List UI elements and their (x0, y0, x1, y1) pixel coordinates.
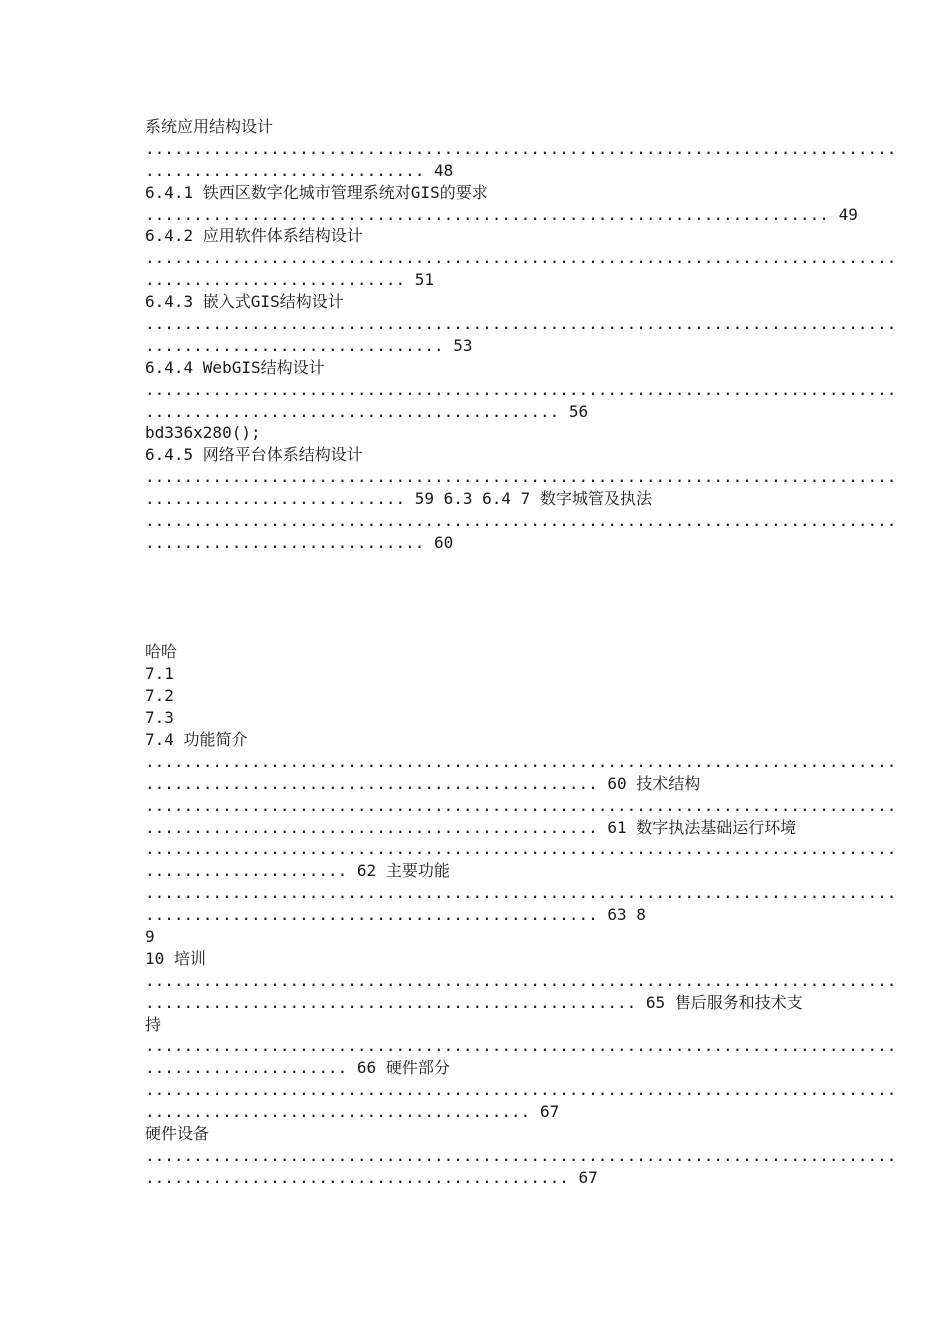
toc-line: 6.4.3 嵌入式GIS结构设计 (145, 292, 344, 312)
toc-line: .............................................................................. (145, 1036, 897, 1056)
toc-line: ............................. 48 (145, 160, 454, 180)
toc-line: .............................................................................. (145, 138, 897, 158)
toc-line: .............................................................................. (145, 883, 897, 903)
toc-line: .............................................................................. (145, 795, 897, 815)
toc-block-1 (145, 116, 897, 554)
toc-line: 硬件设备 (145, 1124, 210, 1143)
toc-line: ............................................ 67 (145, 1167, 598, 1187)
toc-line: ............................................... 60 技术结构 (145, 773, 701, 793)
toc-line: .............................................................................. (145, 314, 897, 334)
toc-line: 哈哈 (145, 642, 178, 662)
toc-line: ........................................ 67 (145, 1102, 560, 1122)
blank-space (145, 554, 810, 642)
toc-line: .............................................................................. (145, 751, 897, 771)
toc-block-2 (145, 641, 897, 1188)
toc-line: 6.4.1 铁西区数字化城市管理系统对GIS的要求 (145, 182, 488, 202)
toc-line: bd336x280(); (145, 423, 261, 443)
toc-line: ........................................... 56 (145, 401, 589, 421)
toc-line: .............................................................................. (145, 1080, 897, 1100)
toc-line: ............................................... 61 数字执法基础运行环境 (145, 817, 797, 837)
toc-line: ............................................... 63 8 (145, 905, 646, 925)
toc-line: 6.4.5 网络平台体系结构设计 (145, 445, 363, 465)
toc-line: ........................... 51 (145, 270, 434, 290)
toc-line: .............................................................................. (145, 511, 897, 531)
toc-line: 9 (145, 926, 155, 946)
toc-line: 7.3 (145, 708, 174, 728)
toc-line: 持 (145, 1014, 162, 1034)
toc-line: 7.4 功能简介 (145, 729, 248, 749)
toc-line: .............................................................................. (145, 248, 897, 268)
toc-line: .............................................................................. (145, 970, 897, 990)
toc-line: 7.1 (145, 664, 174, 684)
toc-line: 系统应用结构设计 (145, 117, 274, 136)
toc-line: 6.4.4 WebGIS结构设计 (145, 357, 325, 377)
toc-line: ................................................... 65 售后服务和技术支 (145, 992, 803, 1012)
toc-line: .............................................................................. (145, 379, 897, 399)
toc-line: ..................... 62 主要功能 (145, 861, 450, 881)
toc-line: 6.4.2 应用软件体系结构设计 (145, 226, 363, 246)
toc-content (145, 116, 897, 1189)
toc-line: ............................... 53 (145, 335, 473, 355)
toc-line: 10 培训 (145, 948, 206, 968)
toc-line: 7.2 (145, 686, 174, 706)
toc-line: .............................................................................. (145, 839, 897, 859)
toc-line: ............................. 60 (145, 532, 454, 552)
toc-line: ........................... 59 6.3 6.4 7 数字城管及执法 (145, 489, 652, 509)
toc-line: .............................................................................. (145, 1145, 897, 1165)
toc-line: ....................................................................... 49 (145, 204, 858, 224)
toc-line: .............................................................................. (145, 467, 897, 487)
toc-line: ..................... 66 硬件部分 (145, 1058, 450, 1078)
